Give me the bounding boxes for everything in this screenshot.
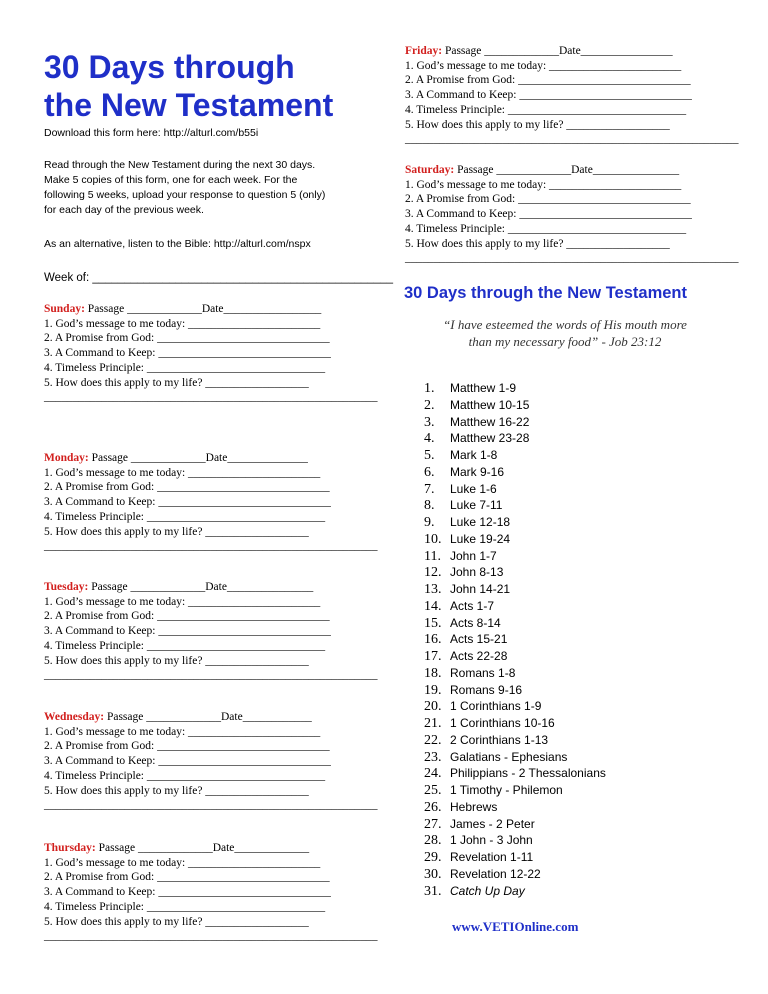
- scripture-quote: [400, 316, 730, 350]
- day-block-wednesday: [44, 710, 378, 813]
- list-item-passage: Luke 12-18: [450, 515, 511, 529]
- day-block-monday: [44, 451, 378, 554]
- question-3[interactable]: 3. A Command to Keep: ______________________________: [44, 496, 331, 509]
- question-2[interactable]: 2. A Promise from God: ______________________________: [44, 332, 330, 345]
- instruction-line: Read through the New Testament during the next 30 days.: [44, 159, 316, 171]
- question-5[interactable]: 5. How does this apply to my life? __________________: [44, 654, 309, 667]
- question-5[interactable]: 5. How does this apply to my life? __________________: [405, 237, 670, 250]
- listen-text[interactable]: As an alternative, listen to the Bible: http://alturl.com/nspx: [44, 238, 311, 250]
- answer-line[interactable]: __________________________________________________________: [44, 930, 378, 943]
- list-item-number: 5.: [424, 448, 435, 463]
- list-item-passage: Acts 1-7: [450, 598, 495, 613]
- question-4[interactable]: 4. Timeless Principle: _______________________________: [44, 769, 326, 782]
- day-header: [44, 451, 378, 466]
- reading-plan-heading: 30 Days through the New Testament: [404, 284, 688, 302]
- list-item-number: 6.: [424, 464, 435, 480]
- list-item-number: 26.: [424, 799, 442, 815]
- list-item-number: 12.: [424, 565, 442, 581]
- download-link-text[interactable]: Download this form here: http://alturl.com/b55i: [44, 127, 259, 139]
- list-item-number: 9.: [424, 515, 435, 530]
- list-item-number: 2.: [424, 397, 435, 413]
- day-name: Monday:: [44, 452, 89, 464]
- question-5[interactable]: 5. How does this apply to my life? __________________: [44, 784, 309, 797]
- list-item: [424, 581, 606, 598]
- list-item: [424, 665, 606, 682]
- question-3[interactable]: 3. A Command to Keep: ______________________________: [44, 625, 331, 638]
- list-item: [424, 430, 606, 447]
- list-item: [424, 631, 606, 648]
- question-3[interactable]: 3. A Command to Keep: ______________________________: [44, 886, 331, 899]
- list-item-number: 21.: [424, 716, 442, 731]
- question-2[interactable]: 2. A Promise from God: ______________________________: [405, 193, 691, 206]
- day-block-tuesday: [44, 580, 378, 683]
- day-block-thursday: [44, 841, 378, 944]
- reading-list: [424, 380, 606, 899]
- day-name: Friday:: [405, 45, 443, 57]
- list-item: [424, 849, 606, 866]
- day-header: [44, 580, 378, 595]
- list-item-passage: 2 Corinthians 1-13: [450, 732, 549, 747]
- list-item: [424, 732, 606, 749]
- title-line: the New Testament: [44, 87, 334, 123]
- question-5[interactable]: 5. How does this apply to my life? __________________: [405, 118, 670, 131]
- list-item: [424, 598, 606, 615]
- list-item: [424, 531, 606, 548]
- list-item: [424, 464, 606, 481]
- list-item-number: 25.: [424, 783, 442, 798]
- list-item-number: 27.: [424, 816, 442, 832]
- list-item-number: 15.: [424, 615, 442, 631]
- list-item-passage: Mark 9-16: [450, 464, 505, 479]
- list-item-passage: 1 Corinthians 1-9: [450, 699, 542, 714]
- answer-line[interactable]: __________________________________________________________: [44, 391, 378, 404]
- day-header: [405, 44, 739, 59]
- question-2[interactable]: 2. A Promise from God: ______________________________: [44, 740, 330, 753]
- question-1[interactable]: 1. God’s message to me today: _______________________: [44, 856, 321, 869]
- day-block-friday: [405, 44, 739, 147]
- answer-line[interactable]: __________________________________________________________: [405, 133, 739, 146]
- page-title: [44, 48, 384, 124]
- day-name: Sunday:: [44, 303, 85, 315]
- question-2[interactable]: 2. A Promise from God: ______________________________: [44, 610, 330, 623]
- list-item-passage: Acts 15-21: [450, 632, 508, 647]
- question-4[interactable]: 4. Timeless Principle: _______________________________: [44, 639, 326, 652]
- question-4[interactable]: 4. Timeless Principle: _______________________________: [44, 900, 326, 913]
- list-item-passage: Matthew 23-28: [450, 431, 530, 446]
- list-item: [424, 832, 606, 849]
- instruction-line: following 5 weeks, upload your response to question 5 (only): [44, 189, 326, 201]
- list-item-passage: John 1-7: [450, 548, 497, 563]
- passage-date-field[interactable]: Passage _____________Date_________________: [84, 303, 322, 315]
- question-1[interactable]: 1. God’s message to me today: _______________________: [44, 317, 321, 330]
- list-item: [424, 698, 606, 715]
- day-header: [44, 302, 378, 317]
- list-item: [424, 782, 606, 799]
- quote-line: “I have esteemed the words of His mouth more: [443, 317, 687, 332]
- list-item: [424, 564, 606, 581]
- list-item-passage: Acts 22-28: [450, 649, 508, 663]
- question-5[interactable]: 5. How does this apply to my life? __________________: [44, 525, 309, 538]
- list-item-passage: Catch Up Day: [450, 883, 525, 898]
- day-name: Wednesday:: [44, 711, 105, 723]
- list-item: [424, 514, 606, 531]
- passage-date-field[interactable]: Passage _____________Date______________: [88, 452, 308, 464]
- list-item-number: 17.: [424, 649, 442, 664]
- list-item-passage: Mark 1-8: [450, 448, 498, 462]
- question-4[interactable]: 4. Timeless Principle: _______________________________: [44, 361, 326, 374]
- question-1[interactable]: 1. God’s message to me today: _______________________: [44, 595, 321, 608]
- list-item-passage: Revelation 1-11: [450, 850, 534, 864]
- list-item: [424, 715, 606, 732]
- question-2[interactable]: 2. A Promise from God: ______________________________: [405, 74, 691, 87]
- list-item-number: 19.: [424, 682, 442, 698]
- question-4[interactable]: 4. Timeless Principle: _______________________________: [405, 222, 687, 235]
- day-header: [44, 841, 378, 856]
- list-item-number: 8.: [424, 498, 435, 514]
- list-item-number: 18.: [424, 665, 442, 681]
- list-item: [424, 682, 606, 699]
- list-item: [424, 615, 606, 632]
- list-item-number: 4.: [424, 431, 435, 447]
- list-item-number: 28.: [424, 833, 442, 849]
- passage-date-field[interactable]: Passage _____________Date_______________: [454, 164, 680, 176]
- list-item-number: 22.: [424, 732, 442, 748]
- list-item-number: 10.: [424, 531, 442, 547]
- quote-line: than my necessary food” - Job 23:12: [468, 334, 662, 349]
- passage-date-field[interactable]: Passage _____________Date____________: [104, 711, 312, 723]
- day-name: Tuesday:: [44, 581, 89, 593]
- list-item-passage: 1 Corinthians 10-16: [450, 716, 555, 730]
- website-link[interactable]: www.VETIOnline.com: [452, 919, 579, 934]
- list-item: [424, 799, 606, 816]
- day-name: Saturday:: [405, 164, 455, 176]
- list-item: [424, 548, 606, 565]
- passage-date-field[interactable]: Passage _____________Date_______________: [88, 581, 314, 593]
- answer-line[interactable]: __________________________________________________________: [44, 669, 378, 682]
- list-item: [424, 414, 606, 431]
- list-item-passage: Philippians - 2 Thessalonians: [450, 766, 606, 781]
- list-item-number: 24.: [424, 766, 442, 782]
- list-item-passage: 1 Timothy - Philemon: [450, 783, 563, 797]
- list-item-passage: John 8-13: [450, 565, 504, 580]
- list-item-number: 29.: [424, 850, 442, 865]
- instructions: [44, 158, 364, 218]
- list-item-passage: Galatians - Ephesians: [450, 749, 568, 764]
- list-item: [424, 765, 606, 782]
- list-item: [424, 648, 606, 665]
- question-5[interactable]: 5. How does this apply to my life? __________________: [44, 915, 309, 928]
- list-item-number: 31.: [424, 883, 442, 899]
- question-4[interactable]: 4. Timeless Principle: _______________________________: [44, 510, 326, 523]
- passage-date-field[interactable]: Passage _____________Date_____________: [95, 842, 310, 854]
- list-item-number: 1.: [424, 381, 435, 396]
- list-item-passage: Luke 7-11: [450, 498, 503, 513]
- list-item-passage: John 14-21: [450, 582, 511, 596]
- day-block-saturday: [405, 163, 739, 266]
- list-item-passage: Matthew 10-15: [450, 397, 530, 412]
- passage-date-field[interactable]: Passage _____________Date________________: [442, 45, 673, 57]
- list-item: [424, 883, 606, 900]
- list-item-passage: Luke 19-24: [450, 531, 511, 546]
- list-item-passage: Hebrews: [450, 799, 498, 814]
- list-item-number: 30.: [424, 866, 442, 882]
- day-header: [44, 710, 378, 725]
- question-1[interactable]: 1. God’s message to me today: _______________________: [44, 466, 321, 479]
- day-header: [405, 163, 739, 178]
- list-item-number: 3.: [424, 414, 435, 430]
- question-5[interactable]: 5. How does this apply to my life? __________________: [44, 376, 309, 389]
- list-item-number: 16.: [424, 632, 442, 648]
- question-1[interactable]: 1. God’s message to me today: _______________________: [405, 178, 682, 191]
- list-item-passage: Luke 1-6: [450, 481, 497, 496]
- instruction-line: for each day of the previous week.: [44, 204, 204, 216]
- list-item-passage: Matthew 16-22: [450, 414, 530, 429]
- list-item-passage: 1 John - 3 John: [450, 833, 533, 848]
- list-item: [424, 866, 606, 883]
- list-item-number: 7.: [424, 481, 435, 497]
- question-4[interactable]: 4. Timeless Principle: _______________________________: [405, 103, 687, 116]
- answer-line[interactable]: __________________________________________________________: [44, 540, 378, 553]
- question-2[interactable]: 2. A Promise from God: ______________________________: [44, 871, 330, 884]
- list-item-number: 11.: [424, 548, 441, 564]
- question-1[interactable]: 1. God’s message to me today: _______________________: [405, 59, 682, 72]
- instruction-line: Make 5 copies of this form, one for each week. For the: [44, 174, 298, 186]
- list-item: [424, 447, 606, 464]
- list-item-number: 23.: [424, 749, 442, 765]
- question-3[interactable]: 3. A Command to Keep: ______________________________: [405, 89, 692, 102]
- list-item-number: 20.: [424, 699, 442, 715]
- question-3[interactable]: 3. A Command to Keep: ______________________________: [44, 755, 331, 768]
- title-line: 30 Days through: [44, 49, 295, 85]
- day-name: Thursday:: [44, 842, 96, 854]
- question-1[interactable]: 1. God’s message to me today: _______________________: [44, 725, 321, 738]
- list-item-passage: James - 2 Peter: [450, 816, 535, 831]
- question-3[interactable]: 3. A Command to Keep: ______________________________: [44, 347, 331, 360]
- question-3[interactable]: 3. A Command to Keep: ______________________________: [405, 208, 692, 221]
- list-item-passage: Romans 9-16: [450, 682, 523, 697]
- list-item-number: 13.: [424, 582, 442, 597]
- list-item: [424, 497, 606, 514]
- list-item: [424, 397, 606, 414]
- list-item: [424, 481, 606, 498]
- list-item: [424, 749, 606, 766]
- day-block-sunday: [44, 302, 378, 405]
- list-item-number: 14.: [424, 598, 442, 614]
- list-item-passage: Romans 1-8: [450, 665, 516, 680]
- question-2[interactable]: 2. A Promise from God: ______________________________: [44, 481, 330, 494]
- answer-line[interactable]: __________________________________________________________: [44, 799, 378, 812]
- list-item: [424, 380, 606, 397]
- list-item-passage: Matthew 1-9: [450, 381, 517, 395]
- list-item: [424, 816, 606, 833]
- week-of-field[interactable]: Week of: _______________________________________________: [44, 272, 393, 284]
- answer-line[interactable]: __________________________________________________________: [405, 252, 739, 265]
- list-item-passage: Acts 8-14: [450, 615, 501, 630]
- list-item-passage: Revelation 12-22: [450, 866, 541, 881]
